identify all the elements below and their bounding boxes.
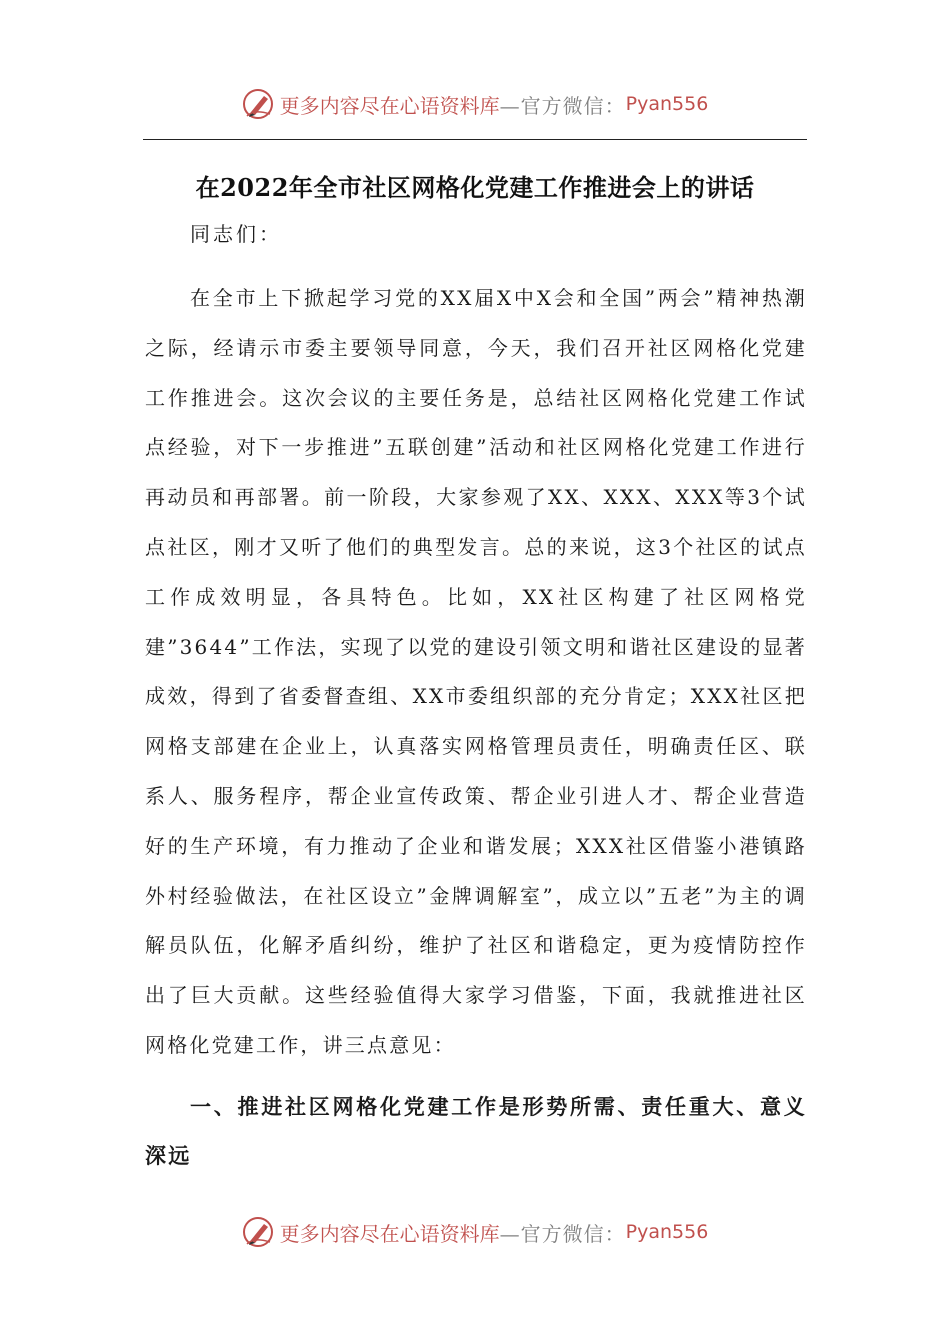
pen-logo-icon [242,1215,276,1249]
pen-logo-icon [242,87,276,121]
header-divider [143,139,807,140]
watermark-sub-text: —官方微信： [499,1221,626,1246]
greeting: 同志们： [190,222,282,246]
section-heading: 一、推进社区网格化党建工作是形势所需、责任重大、意义深远 [145,1094,807,1168]
watermark-wechat-id: Pyan556 [625,93,709,115]
body-paragraph: 在全市上下掀起学习党的XX届X中X会和全国”两会”精神热潮之际，经请示市委主要领导同意，今天，我们召开社区网格化党建工作推进会。这次会议的主要任务是，总结社区网格化党建工作试点经验，对下一步推进”五联创建”活动和社区网格化党建工作进行再动员和再部署。前一阶段，大家参观了XX、XXX、XXX等3个试点社区，刚才又听了他们的典型发言。总的来说，这3个社区的试点工作成效明显，各具特色。比如，XX社区构建了社区网格党建”3644”工作法，实现了以党的建设引领文明和谐社区建设的显著成效，得到了省委督查组、XX市委组织部的充分肯定；XXX社区把网格支部建在企业上，认真落实网格管理员责任，明确责任区、联系人、服务程序，帮企业宣传政策、帮企业引进人才、帮企业营造好的生产环境，有力推动了企业和谐发展；XXX社区借鉴小港镇路外村经验做法，在社区设立”金牌调解室”，成立以”五老”为主的调解员队伍，化解矛盾纠纷，维护了社区和谐稳定，更为疫情防控作出了巨大贡献。这些经验值得大家学习借鉴，下面，我就推进社区网格化党建工作，讲三点意见： [145,286,807,1057]
header-watermark [0,84,950,124]
watermark-main-text: 更多内容尽在心语资料库 [279,1221,500,1246]
watermark-main-text: 更多内容尽在心语资料库 [279,93,500,118]
document-title: 在2022年全市社区网格化党建工作推进会上的讲话 [195,173,755,203]
watermark-wechat-id: Pyan556 [625,1221,709,1243]
watermark-sub-text: —官方微信： [499,93,626,118]
footer-watermark [0,1212,950,1252]
